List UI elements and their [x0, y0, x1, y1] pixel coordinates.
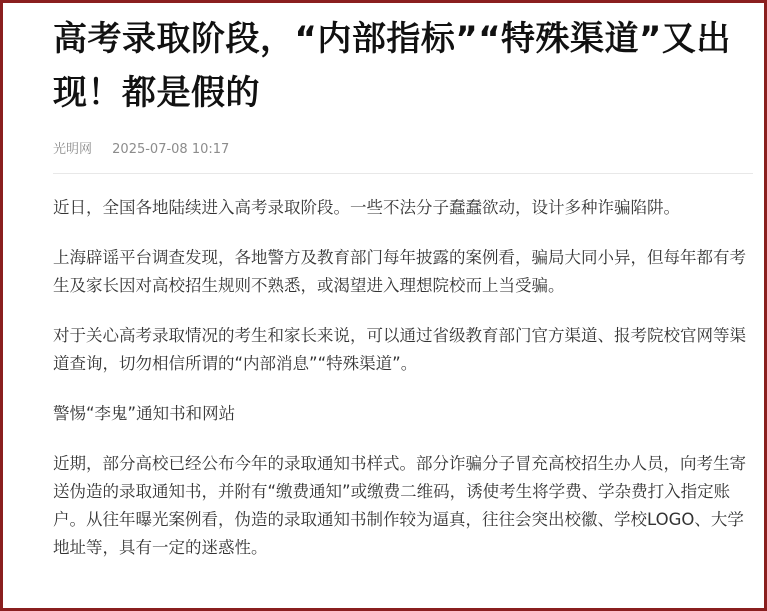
- article-paragraph: 上海辟谣平台调查发现，各地警方及教育部门每年披露的案例看，骗局大同小异，但每年都有考生及家长因对高校招生规则不熟悉，或渴望进入理想院校而上当受骗。: [53, 248, 746, 295]
- section-subheading: 警惕“李鬼”通知书和网站: [53, 404, 236, 423]
- article-meta: [53, 139, 753, 161]
- article-title: 高考录取阶段，“内部指标”“特殊渠道”又出现！都是假的: [53, 19, 731, 113]
- meta-divider: [53, 173, 753, 174]
- article-paragraph: 近期，部分高校已经公布今年的录取通知书样式。部分诈骗分子冒充高校招生办人员，向考生寄送伪造的录取通知书，并附有“缴费通知”或缴费二维码，诱使考生将学费、学杂费打入指定账户。从往年曝光案例看，伪造的录取通知书制作较为逼真，往往会突出校徽、学校LOGO、大学地址等，具有一定的迷惑性。: [53, 454, 746, 557]
- article-paragraph: 近日，全国各地陆续进入高考录取阶段。一些不法分子蠢蠢欲动，设计多种诈骗陷阱。: [53, 198, 680, 217]
- article: [53, 12, 753, 562]
- article-source[interactable]: 光明网: [53, 142, 93, 157]
- article-datetime: 2025-07-08 10:17: [112, 142, 230, 157]
- article-paragraph: 对于关心高考录取情况的考生和家长来说，可以通过省级教育部门官方渠道、报考院校官网等渠道查询，切勿相信所谓的“内部消息”“特殊渠道”。: [53, 326, 746, 373]
